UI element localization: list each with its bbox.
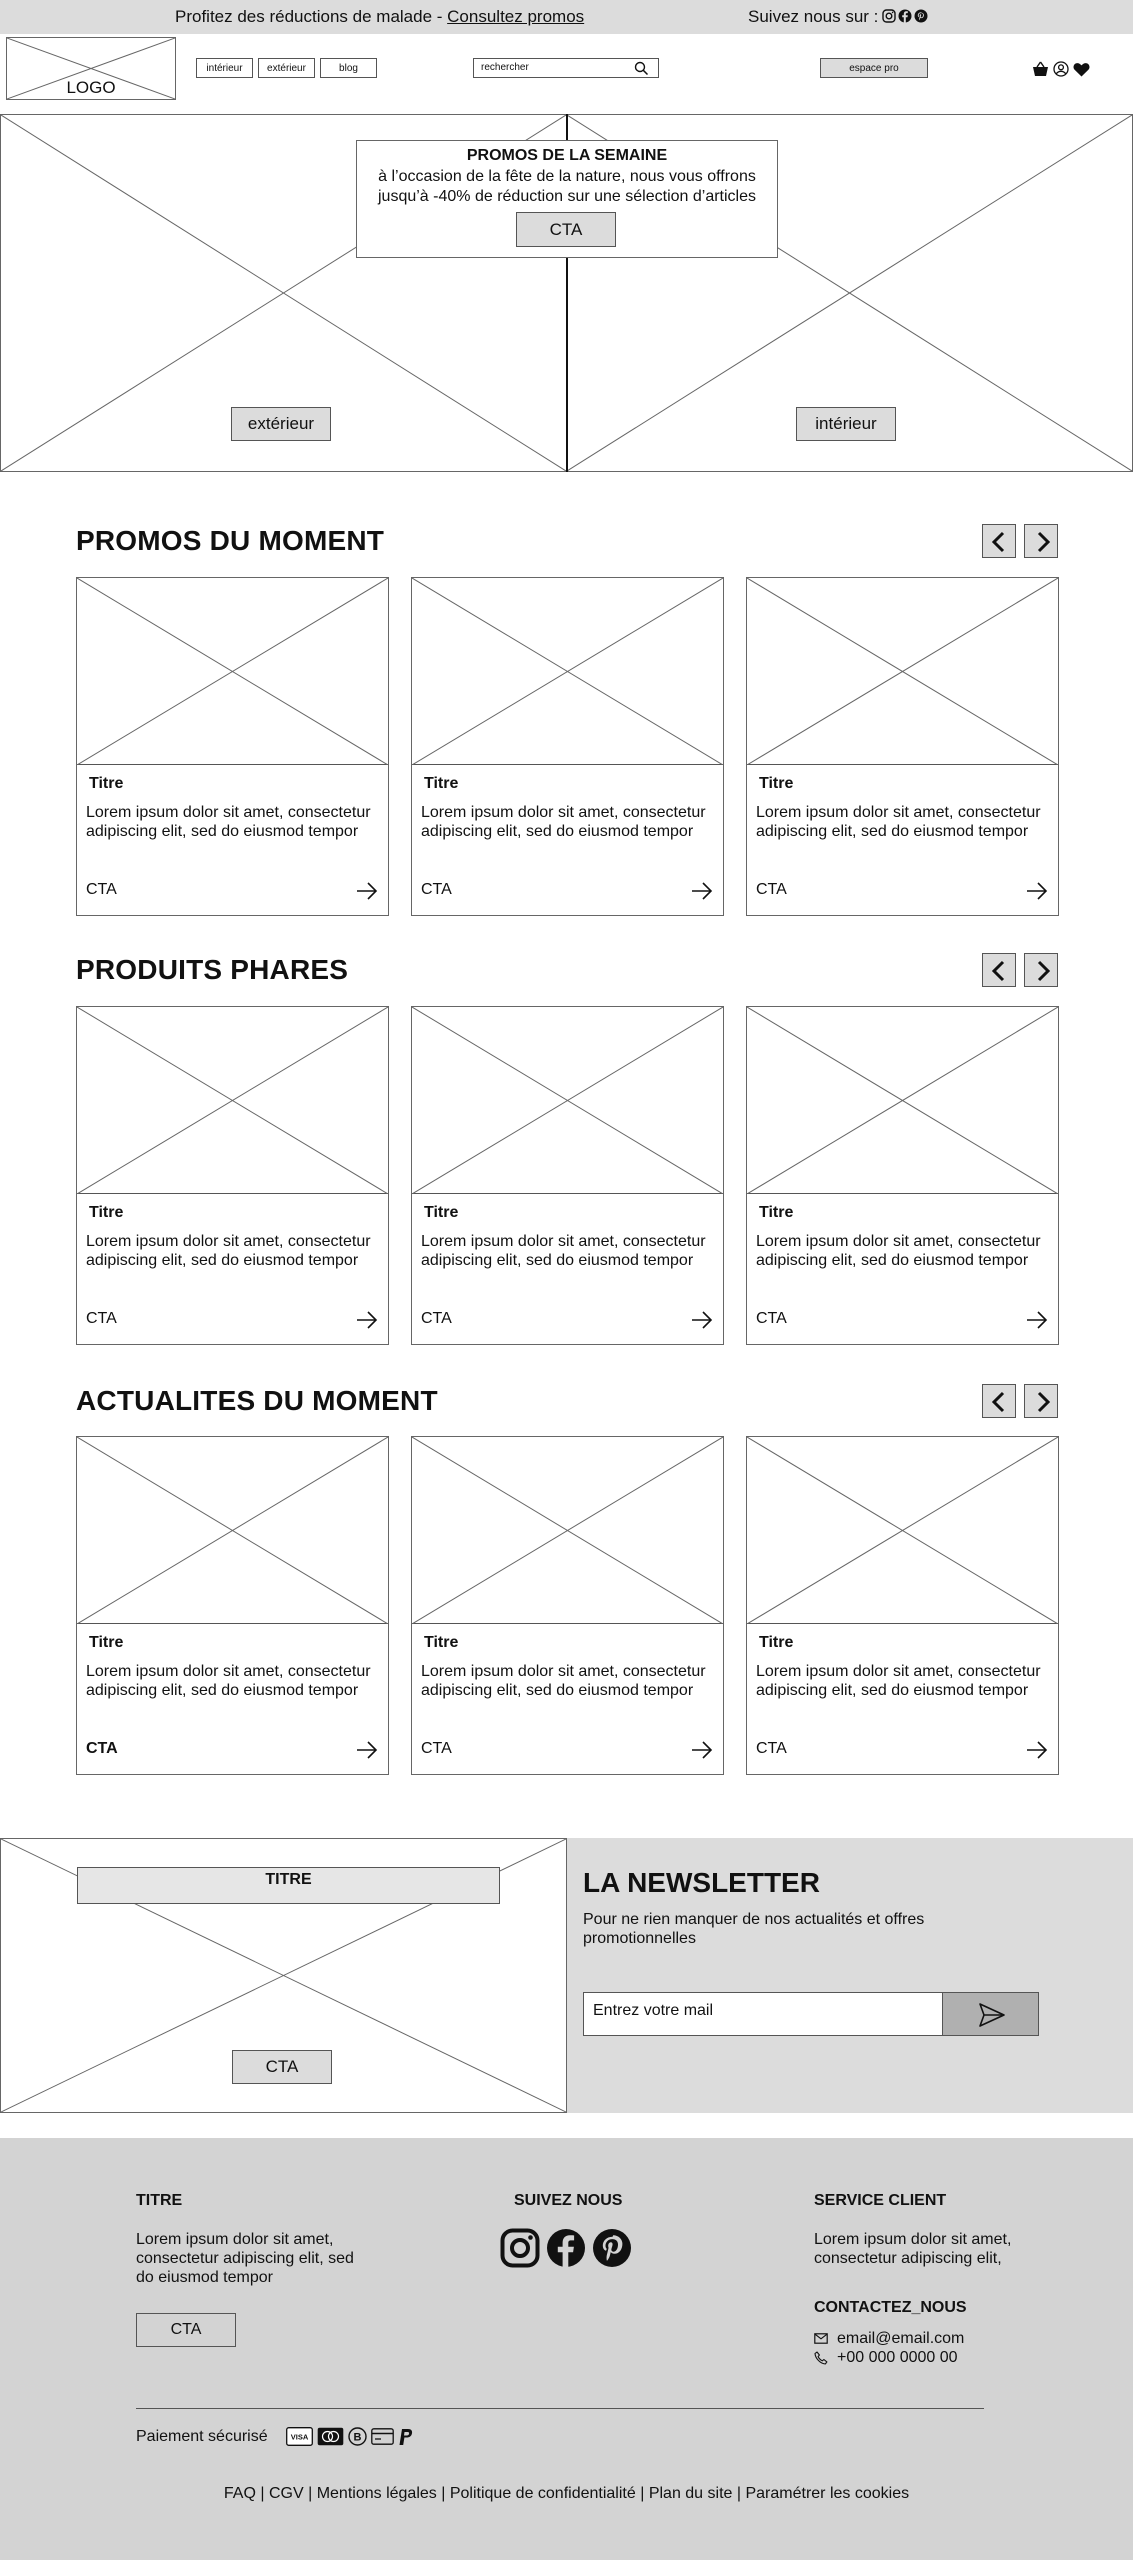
card-image[interactable] [77, 578, 388, 765]
arrow-right-icon[interactable] [356, 1739, 378, 1761]
card-image[interactable] [747, 578, 1058, 765]
card-text: Lorem ipsum dolor sit amet, consectetur adipiscing elit, sed do eiusmod tempor [86, 804, 371, 840]
carousel-prev-button[interactable] [982, 1384, 1016, 1418]
card-title: Titre [89, 775, 124, 792]
image-placeholder-cross [747, 1437, 1058, 1624]
search-input[interactable]: rechercher [473, 58, 659, 78]
weekly-promo-cta-button[interactable]: CTA [516, 212, 616, 247]
arrow-right-icon[interactable] [1026, 1309, 1048, 1331]
svg-text:VISA: VISA [290, 2432, 309, 2442]
arrow-right-icon[interactable] [691, 1739, 713, 1761]
card-image[interactable] [747, 1007, 1058, 1194]
card-cta-link[interactable]: CTA [756, 1310, 787, 1327]
section-title: PRODUITS PHARES [76, 954, 349, 985]
footer-col1-text: Lorem ipsum dolor sit amet, consectetur adipiscing elit, sed do eiusmod tempor [136, 2231, 354, 2286]
instagram-icon[interactable] [500, 2228, 540, 2268]
carousel-prev-button[interactable] [982, 524, 1016, 558]
product-card[interactable] [411, 1006, 724, 1345]
footer-phone: +00 000 0000 00 [837, 2349, 958, 2366]
card-text: Lorem ipsum dolor sit amet, consectetur adipiscing elit, sed do eiusmod tempor [756, 1233, 1041, 1269]
svg-text:B: B [353, 2431, 362, 2444]
footer-cta-button[interactable]: CTA [136, 2313, 236, 2347]
arrow-right-icon[interactable] [356, 1309, 378, 1331]
card-image[interactable] [77, 1437, 388, 1624]
bitcoin-icon [348, 2427, 367, 2446]
card-text: Lorem ipsum dolor sit amet, consectetur adipiscing elit, sed do eiusmod tempor [421, 804, 706, 840]
mastercard-icon [317, 2427, 344, 2446]
arrow-right-icon[interactable] [1026, 1739, 1048, 1761]
card-title: Titre [89, 1204, 124, 1221]
image-placeholder-cross [77, 1007, 388, 1194]
newsletter-text: Pour ne rien manquer de nos actualités et offres promotionnelles [583, 1911, 925, 1947]
banner-cta-button[interactable]: CTA [232, 2050, 332, 2084]
card-image[interactable] [412, 578, 723, 765]
chevron-left-icon [983, 954, 1017, 988]
card-image[interactable] [77, 1007, 388, 1194]
card-title: Titre [424, 1634, 459, 1651]
visa-icon [286, 2427, 313, 2446]
card-icon [371, 2428, 394, 2445]
image-placeholder-cross [747, 1007, 1058, 1194]
card-text: Lorem ipsum dolor sit amet, consectetur adipiscing elit, sed do eiusmod tempor [86, 1233, 371, 1269]
arrow-right-icon[interactable] [1026, 880, 1048, 902]
link-legal-notice[interactable]: Mentions légales [316, 2485, 437, 2502]
image-placeholder-cross [77, 578, 388, 765]
link-separator: | [441, 2485, 446, 2502]
chevron-right-icon [1025, 1385, 1059, 1419]
card-title: Titre [759, 1634, 794, 1651]
top-promo-bar [0, 0, 1133, 34]
footer-divider [136, 2408, 984, 2409]
banner-title: TITRE [77, 1867, 500, 1904]
newsletter-submit-button[interactable] [942, 1992, 1039, 2036]
section-title: ACTUALITES DU MOMENT [76, 1385, 438, 1416]
newsletter-title: LA NEWSLETTER [583, 1867, 820, 1898]
product-card[interactable] [76, 1006, 389, 1345]
pinterest-icon[interactable] [914, 9, 928, 23]
footer-follow-title: SUIVEZ NOUS [514, 2192, 623, 2209]
facebook-icon[interactable] [898, 9, 912, 23]
arrow-right-icon[interactable] [356, 880, 378, 902]
paypal-icon [398, 2428, 414, 2446]
link-faq[interactable]: FAQ [223, 2485, 256, 2502]
card-text: Lorem ipsum dolor sit amet, consectetur adipiscing elit, sed do eiusmod tempor [756, 1663, 1041, 1699]
link-separator: | [308, 2485, 313, 2502]
product-card[interactable] [76, 577, 389, 916]
weekly-promo-text-2: jusqu’à -40% de réduction sur une sélection d’articles [378, 188, 756, 205]
chevron-right-icon [1025, 525, 1059, 559]
logo-text: LOGO [66, 78, 116, 97]
product-card[interactable] [411, 577, 724, 916]
chevron-left-icon [983, 1385, 1017, 1419]
link-privacy-policy[interactable]: Politique de confidentialité [449, 2485, 636, 2502]
link-sitemap[interactable]: Plan du site [648, 2485, 733, 2502]
payment-label: Paiement sécurisé [136, 2428, 268, 2445]
link-separator: | [736, 2485, 742, 2502]
nav-exterieur[interactable]: extérieur [258, 58, 315, 78]
card-image[interactable] [747, 1437, 1058, 1624]
footer-service-text: Lorem ipsum dolor sit amet, consectetur adipiscing elit, [814, 2231, 1012, 2267]
section-title: PROMOS DU MOMENT [76, 525, 385, 556]
carousel-prev-button[interactable] [982, 953, 1016, 987]
product-card[interactable] [746, 577, 1059, 916]
weekly-promo-text-1: à l’occasion de la fête de la nature, nous vous offrons [378, 168, 756, 185]
facebook-icon[interactable] [546, 2228, 586, 2268]
link-cgv[interactable]: CGV [268, 2485, 304, 2502]
footer-email[interactable]: email@email.com [837, 2330, 965, 2347]
product-card[interactable] [76, 1436, 389, 1775]
link-cookie-settings[interactable]: Paramétrer les cookies [745, 2485, 910, 2502]
card-cta-link[interactable]: CTA [421, 881, 452, 898]
footer-col1-title: TITRE [136, 2192, 183, 2209]
card-cta-link[interactable]: CTA [86, 1740, 118, 1757]
phone-icon [814, 2351, 828, 2365]
carousel-next-button[interactable] [1024, 1384, 1058, 1418]
image-placeholder-cross [412, 1437, 723, 1624]
card-text: Lorem ipsum dolor sit amet, consectetur adipiscing elit, sed do eiusmod tempor [421, 1663, 706, 1699]
card-title: Titre [89, 1634, 124, 1651]
chevron-left-icon [983, 525, 1017, 559]
pro-space-button[interactable]: espace pro [820, 58, 928, 78]
card-cta-link[interactable]: CTA [756, 881, 787, 898]
pinterest-icon[interactable] [592, 2228, 632, 2268]
search-icon[interactable] [634, 61, 649, 76]
card-cta-link[interactable]: CTA [86, 1310, 117, 1327]
promo-text: Profitez des réductions de malade - [175, 7, 448, 26]
card-title: Titre [424, 1204, 459, 1221]
link-separator: | [640, 2485, 645, 2502]
interieur-button[interactable]: intérieur [796, 407, 896, 441]
card-image[interactable] [412, 1007, 723, 1194]
logo[interactable] [6, 37, 176, 100]
image-placeholder-cross [412, 1007, 723, 1194]
instagram-icon[interactable] [882, 9, 896, 23]
card-image[interactable] [412, 1437, 723, 1624]
follow-label: Suivez nous sur : [748, 7, 879, 26]
promo-banner-text [175, 7, 584, 27]
product-card[interactable] [746, 1436, 1059, 1775]
arrow-right-icon[interactable] [691, 880, 713, 902]
footer-links [0, 2485, 1133, 2503]
newsletter-email-input[interactable]: Entrez votre mail [583, 1992, 943, 2036]
footer-contact-title: CONTACTEZ_NOUS [814, 2299, 967, 2316]
user-icon[interactable] [1053, 61, 1069, 77]
card-cta-link[interactable]: CTA [86, 881, 117, 898]
mail-icon [814, 2333, 828, 2344]
image-placeholder-cross [747, 578, 1058, 765]
card-title: Titre [424, 775, 459, 792]
basket-icon[interactable] [1032, 61, 1049, 77]
carousel-next-button[interactable] [1024, 953, 1058, 987]
arrow-right-icon[interactable] [691, 1309, 713, 1331]
carousel-next-button[interactable] [1024, 524, 1058, 558]
card-text: Lorem ipsum dolor sit amet, consectetur adipiscing elit, sed do eiusmod tempor [86, 1663, 371, 1699]
image-placeholder-cross [77, 1437, 388, 1624]
card-text: Lorem ipsum dolor sit amet, consectetur adipiscing elit, sed do eiusmod tempor [421, 1233, 706, 1269]
product-card[interactable] [746, 1006, 1059, 1345]
exterieur-button[interactable]: extérieur [231, 407, 331, 441]
card-text: Lorem ipsum dolor sit amet, consectetur adipiscing elit, sed do eiusmod tempor [756, 804, 1041, 840]
image-placeholder-cross [412, 578, 723, 765]
card-cta-link[interactable]: CTA [421, 1740, 452, 1757]
card-cta-link[interactable]: CTA [421, 1310, 452, 1327]
card-title: Titre [759, 1204, 794, 1221]
send-icon [978, 2002, 1006, 2028]
chevron-right-icon [1025, 954, 1059, 988]
promo-link[interactable]: Consultez promos [447, 7, 585, 26]
nav-interieur[interactable]: intérieur [196, 58, 253, 78]
card-cta-link[interactable]: CTA [756, 1740, 787, 1757]
nav-blog[interactable]: blog [320, 58, 377, 78]
footer-service-title: SERVICE CLIENT [814, 2192, 947, 2209]
heart-icon[interactable] [1073, 62, 1090, 77]
link-separator: | [260, 2485, 265, 2502]
product-card[interactable] [411, 1436, 724, 1775]
weekly-promo-title: PROMOS DE LA SEMAINE [466, 147, 668, 164]
card-title: Titre [759, 775, 794, 792]
